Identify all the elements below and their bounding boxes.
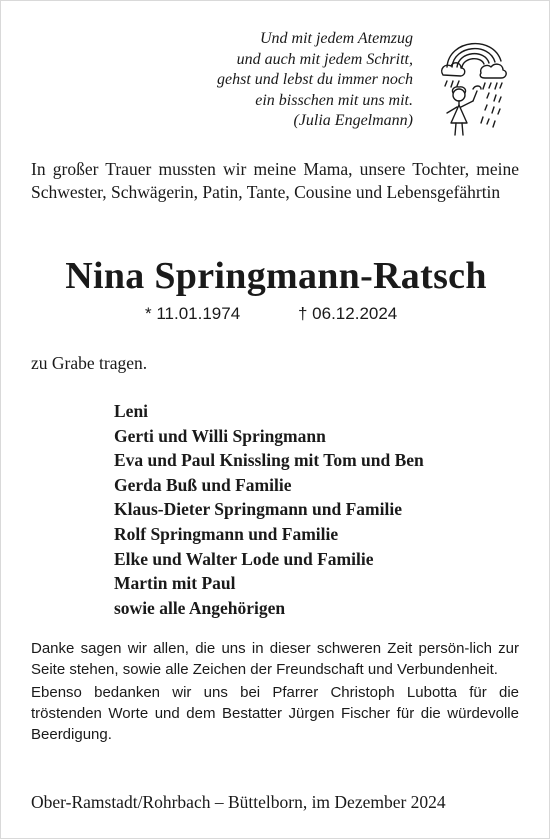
place-and-date: Ober-Ramstadt/Rohrbach – Büttelborn, im Dezember 2024 [31, 792, 446, 812]
poem-line: und auch mit jedem Schritt, [236, 50, 413, 68]
thanks-paragraph: Danke sagen wir allen, die uns in dieser schweren Zeit persön-lich zur Seite stehen, sowie alle Zeichen der Freundschaft und Verbundenheit. [31, 640, 519, 678]
poem-line: gehst und lebst du immer noch [217, 71, 413, 88]
mourner-name: Klaus-Dieter Springmann und Familie [114, 499, 402, 520]
mourner-name: Elke und Walter Lode und Familie [114, 548, 374, 569]
poem-line: Und mit jedem Atemzug [259, 30, 413, 47]
poem [153, 29, 413, 132]
birth-date: * 11.01.1974 [145, 304, 241, 323]
poem-line: ein bisschen mit uns mit. [255, 91, 413, 109]
intro-text: In großer Trauer mussten wir meine Mama, unsere Tochter, meine Schwester, Schwägerin, Patin, Tante, Cousine und Lebensgefährtin [31, 159, 519, 202]
mourner-name: Rolf Springmann und Familie [114, 523, 339, 544]
death-date: † 06.12.2024 [298, 304, 398, 323]
mourners-list [114, 399, 424, 620]
mourner-name: Gerti und Willi Springmann [114, 425, 326, 446]
mourner-name: Gerda Buß und Familie [114, 474, 292, 495]
mourner-name: Martin mit Paul [114, 573, 236, 594]
child-with-rainbow-and-rain-drawing-icon [439, 31, 511, 139]
deceased-name: Nina Springmann-Ratsch [65, 255, 487, 297]
poem-author: (Julia Engelmann) [293, 112, 413, 129]
mourner-name: Leni [114, 401, 149, 421]
mourner-name: sowie alle Angehörigen [114, 597, 286, 618]
thanks-paragraph: Ebenso bedanken wir uns bei Pfarrer Christoph Lubotta für die tröstenden Worte und dem Bestatter Jürgen Fischer für die würdevolle Beerdigung. [31, 684, 519, 743]
mourner-name: Eva und Paul Knissling mit Tom und Ben [114, 450, 424, 471]
thanks-section [31, 638, 519, 745]
burial-text: zu Grabe tragen. [31, 353, 148, 373]
